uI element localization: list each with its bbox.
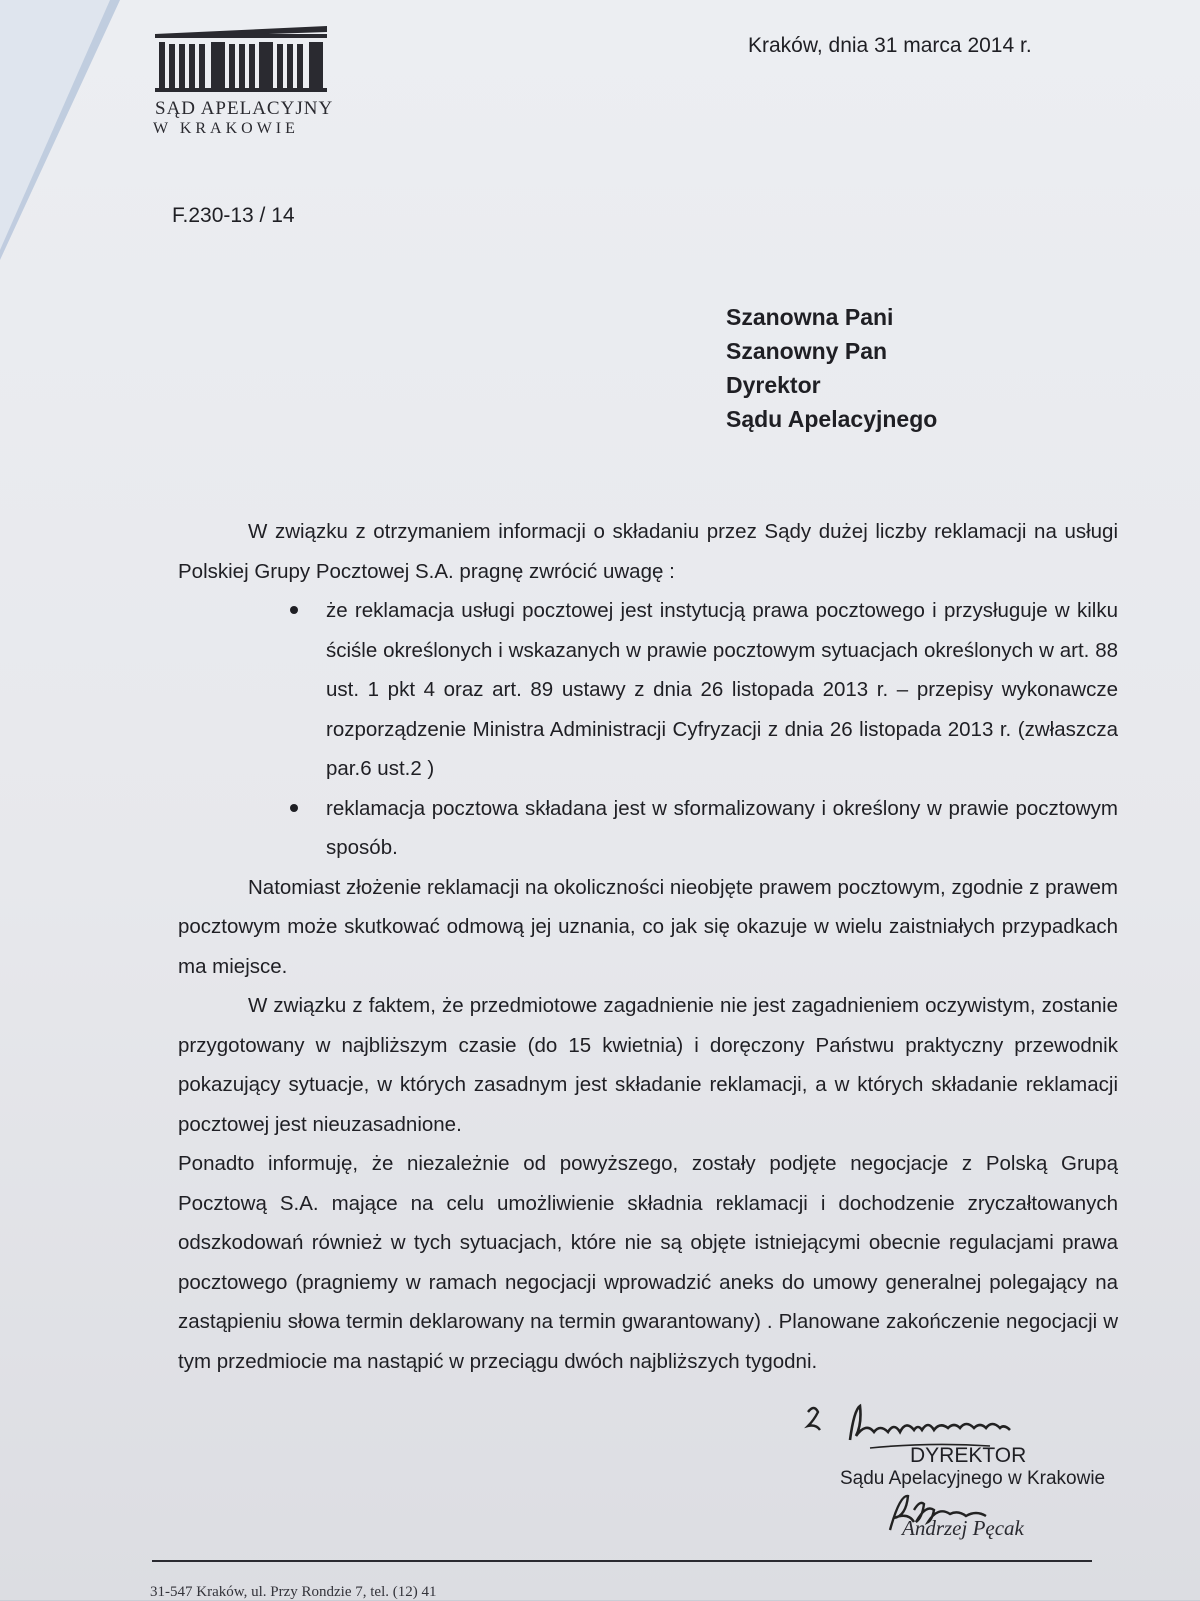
signatory-name: Andrzej Pęcak	[902, 1516, 1024, 1540]
logo-name: SĄD APELACYJNY	[155, 98, 334, 119]
bullet-item	[178, 789, 1118, 868]
reference-number: F.230-13 / 14	[172, 204, 295, 227]
recipient-line: Sądu Apelacyjnego	[726, 406, 938, 432]
logo-city: W KRAKOWIE	[153, 120, 299, 137]
letter-date: Kraków, dnia 31 marca 2014 r.	[748, 34, 1032, 57]
court-logo	[155, 26, 335, 138]
bullet-text: reklamacja pocztowa składana jest w sformalizowany i określony w prawie pocztowym sposób.	[326, 796, 1118, 859]
signature-block	[800, 1400, 1160, 1550]
recipient-block	[726, 300, 937, 436]
signatory-title: DYREKTOR	[910, 1444, 1027, 1467]
bullet-icon	[290, 804, 298, 812]
signatory-organization: Sądu Apelacyjnego w Krakowie	[840, 1468, 1106, 1489]
paragraph: W związku z faktem, że przedmiotowe zagadnienie nie jest zagadnieniem oczywistym, zostanie przygotowany w najbliższym czasie (do 15 kwietnia) i doręczony Państwu praktyczny przewodnik pokazujący sytuacje, w których zasadnym jest składanie reklamacji, a w których składanie reklamacji pocztowej jest nieuzasadnione.	[178, 994, 1118, 1136]
paragraph: Natomiast złożenie reklamacji na okoliczności nieobjęte prawem pocztowym, zgodnie z prawem pocztowym może skutkować odmową jej uznania, co jak się okazuje w wielu zaistniałych przypadkach ma miejsce.	[178, 875, 1118, 978]
footer-divider	[152, 1560, 1092, 1562]
recipient-line: Dyrektor	[726, 372, 821, 398]
letter-body	[178, 512, 1118, 1381]
bullet-icon	[290, 606, 298, 614]
footer-address: 31-547 Kraków, ul. Przy Rondzie 7, tel. (12) 41	[150, 1584, 437, 1600]
recipient-line: Szanowny Pan	[726, 338, 888, 364]
bullet-list	[178, 591, 1118, 868]
bullet-text: że reklamacja usługi pocztowej jest instytucją prawa pocztowego i przysługuje w kilku ściśle określonych i wskazanych w prawie pocztowym sytuacjach określonych w art. 88 ust. 1 pkt 4 oraz art. 89 ustawy z dnia 26 listopada 2013 r. – przepisy wykonawcze rozporządzenie Ministra Administracji Cyfryzacji z dnia 26 listopada 2013 r. (zwłaszcza par.6 ust.2 )	[326, 599, 1118, 780]
paragraph: Ponadto informuję, że niezależnie od powyższego, zostały podjęte negocjacje z Polską Grupą Pocztową S.A. mające na celu umożliwienie składnia reklamacji i dochodzenie zryczałtowanych odszkodowań również w tych sytuacjach, które nie są objęte istniejącymi obecnie regulacjami prawa pocztowego (pragniemy w ramach negocjacji wprowadzić aneks do umowy generalnej polegający na zastąpieniu słowa termin deklarowany na termin gwarantowany) . Planowane zakończenie negocjacji w tym przedmiocie ma nastąpić w przeciągu dwóch najbliższych tygodni.	[178, 1152, 1118, 1373]
bullet-item	[178, 591, 1118, 789]
recipient-line: Szanowna Pani	[726, 304, 894, 330]
intro-paragraph: W związku z otrzymaniem informacji o składaniu przez Sądy dużej liczby reklamacji na usługi Polskiej Grupy Pocztowej S.A. pragnę zwrócić uwagę :	[178, 520, 1118, 583]
folded-corner	[0, 0, 110, 250]
court-building-logo-icon	[155, 26, 327, 92]
